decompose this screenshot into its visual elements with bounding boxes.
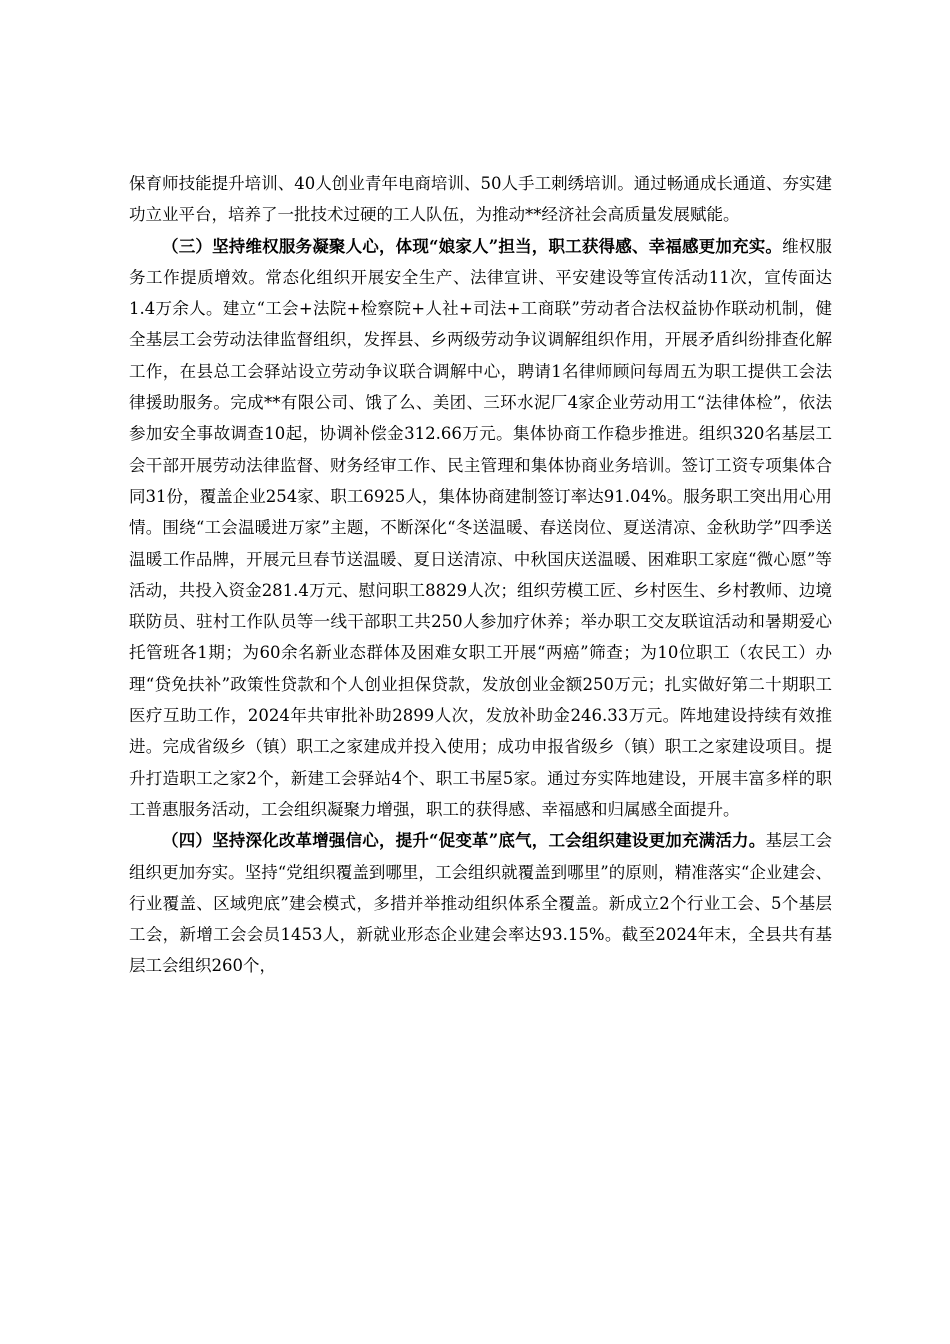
paragraph-text: 基层工会组织更加夯实。坚持“党组织覆盖到哪里，工会组织就覆盖到哪里”的原则，精准落实“企业建会、行业覆盖、区域兜底”建会模式，多措并举推动组织体系全覆盖。新成立2个行业工会、5个基层工会，新增工会会员1453人，新就业形态企业建会率达93.15%。截至2024年末，全县共有基层工会组织260个， <box>129 831 833 976</box>
paragraph-section-four <box>129 825 832 981</box>
paragraph-text: 保育师技能提升培训、40人创业青年电商培训、50人手工刺绣培训。通过畅通成长通道、夯实建功立业平台，培养了一批技术过硬的工人队伍，为推动**经济社会高质量发展赋能。 <box>129 174 832 225</box>
section-heading-three: （三）坚持维权服务凝聚人心，体现“娘家人”担当，职工获得感、幸福感更加充实。 <box>162 236 783 256</box>
section-heading-four: （四）坚持深化改革增强信心，提升“促变革”底气，工会组织建设更加充满活力。 <box>162 831 766 851</box>
paragraph-section-three <box>129 231 832 826</box>
document-page <box>129 168 832 982</box>
paragraph-text: 维权服务工作提质增效。常态化组织开展安全生产、法律宣讲、平安建设等宣传活动11次，宣传面达1.4万余人。建立“工会+法院+检察院+人社+司法+工商联”劳动者合法权益协作联动机制，健全基层工会劳动法律监督组织，发挥县、乡两级劳动争议调解组织作用，开展矛盾纠纷排查化解工作，在县总工会驿站设立劳动争议联合调解中心，聘请1名律师顾问每周五为职工提供工会法律援助服务。完成**有限公司、饿了么、美团、三环水泥厂4家企业劳动用工“法律体检”，依法参加安全事故调查10起，协调补偿金312.66万元。集体协商工作稳步推进。组织320名基层工会干部开展劳动法律监督、财务经审工作、民主管理和集体协商业务培训。签订工资专项集体合同31份，覆盖企业254家、职工6925人，集体协商建制签订率达91.04%。服务职工突出用心用情。围绕“工会温暖进万家”主题，不断深化“冬送温暖、春送岗位、夏送清凉、金秋助学”四季送温暖工作品牌，开展元旦春节送温暖、夏日送清凉、中秋国庆送温暖、困难职工家庭“微心愿”等活动，共投入资金281.4万元、慰问职工8829人次；组织劳模工匠、乡村医生、乡村教师、边境联防员、驻村工作队员等一线干部职工共250人参加疗休养；举办职工交友联谊活动和暑期爱心托管班各1期；为60余名新业态群体及困难女职工开展“两癌”筛查；为10位职工（农民工）办理“贷免扶补”政策性贷款和个人创业担保贷款，发放创业金额250万元；扎实做好第二十期职工医疗互助工作，2024年共审批补助2899人次，发放补助金246.33万元。阵地建设持续有效推进。完成省级乡（镇）职工之家建成并投入使用；成功申报省级乡（镇）职工之家建设项目。提升打造职工之家2个，新建工会驿站4个、职工书屋5家。通过夯实阵地建设，开展丰富多样的职工普惠服务活动，工会组织凝聚力增强，职工的获得感、幸福感和归属感全面提升。 <box>129 236 833 819</box>
paragraph-training-summary <box>129 168 832 231</box>
